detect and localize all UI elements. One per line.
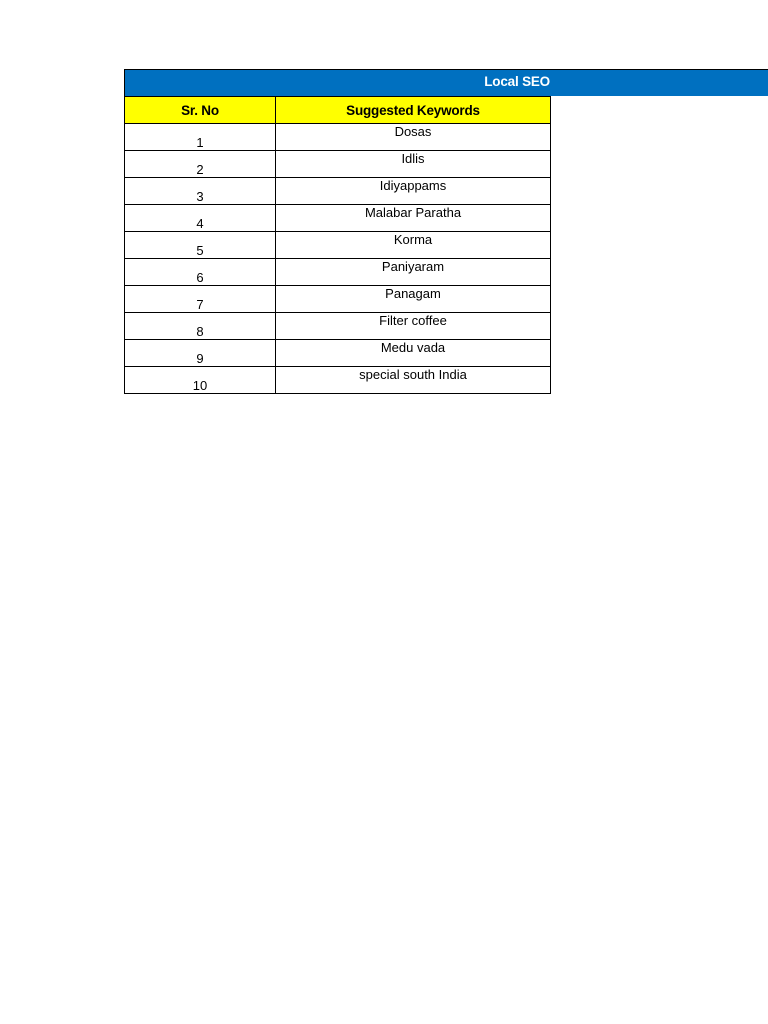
keywords-table	[124, 96, 551, 394]
keyword-cell: Idiyappams	[276, 178, 551, 205]
keyword-cell: special south India	[276, 367, 551, 394]
sr-no-cell: 6	[125, 259, 276, 286]
header-suggested-keywords: Suggested Keywords	[276, 97, 551, 124]
keyword-cell: Medu vada	[276, 340, 551, 367]
header-row	[125, 97, 551, 124]
header-sr-no: Sr. No	[125, 97, 276, 124]
sr-no-cell: 9	[125, 340, 276, 367]
table-row	[125, 367, 551, 394]
table-row	[125, 178, 551, 205]
sr-no-cell: 10	[125, 367, 276, 394]
table-row	[125, 259, 551, 286]
table-row	[125, 286, 551, 313]
keyword-cell: Dosas	[276, 124, 551, 151]
table-row	[125, 205, 551, 232]
sheet-title: Local SEO	[484, 74, 550, 89]
keyword-cell: Paniyaram	[276, 259, 551, 286]
sr-no-cell: 8	[125, 313, 276, 340]
sr-no-cell: 4	[125, 205, 276, 232]
sr-no-cell: 3	[125, 178, 276, 205]
keyword-cell: Panagam	[276, 286, 551, 313]
table-row	[125, 151, 551, 178]
table-row	[125, 340, 551, 367]
table-row	[125, 313, 551, 340]
sr-no-cell: 2	[125, 151, 276, 178]
table-row	[125, 124, 551, 151]
keyword-cell: Idlis	[276, 151, 551, 178]
keyword-cell: Filter coffee	[276, 313, 551, 340]
keyword-cell: Korma	[276, 232, 551, 259]
title-bar	[124, 69, 768, 96]
sr-no-cell: 1	[125, 124, 276, 151]
keyword-cell: Malabar Paratha	[276, 205, 551, 232]
table-row	[125, 232, 551, 259]
sr-no-cell: 7	[125, 286, 276, 313]
sr-no-cell: 5	[125, 232, 276, 259]
